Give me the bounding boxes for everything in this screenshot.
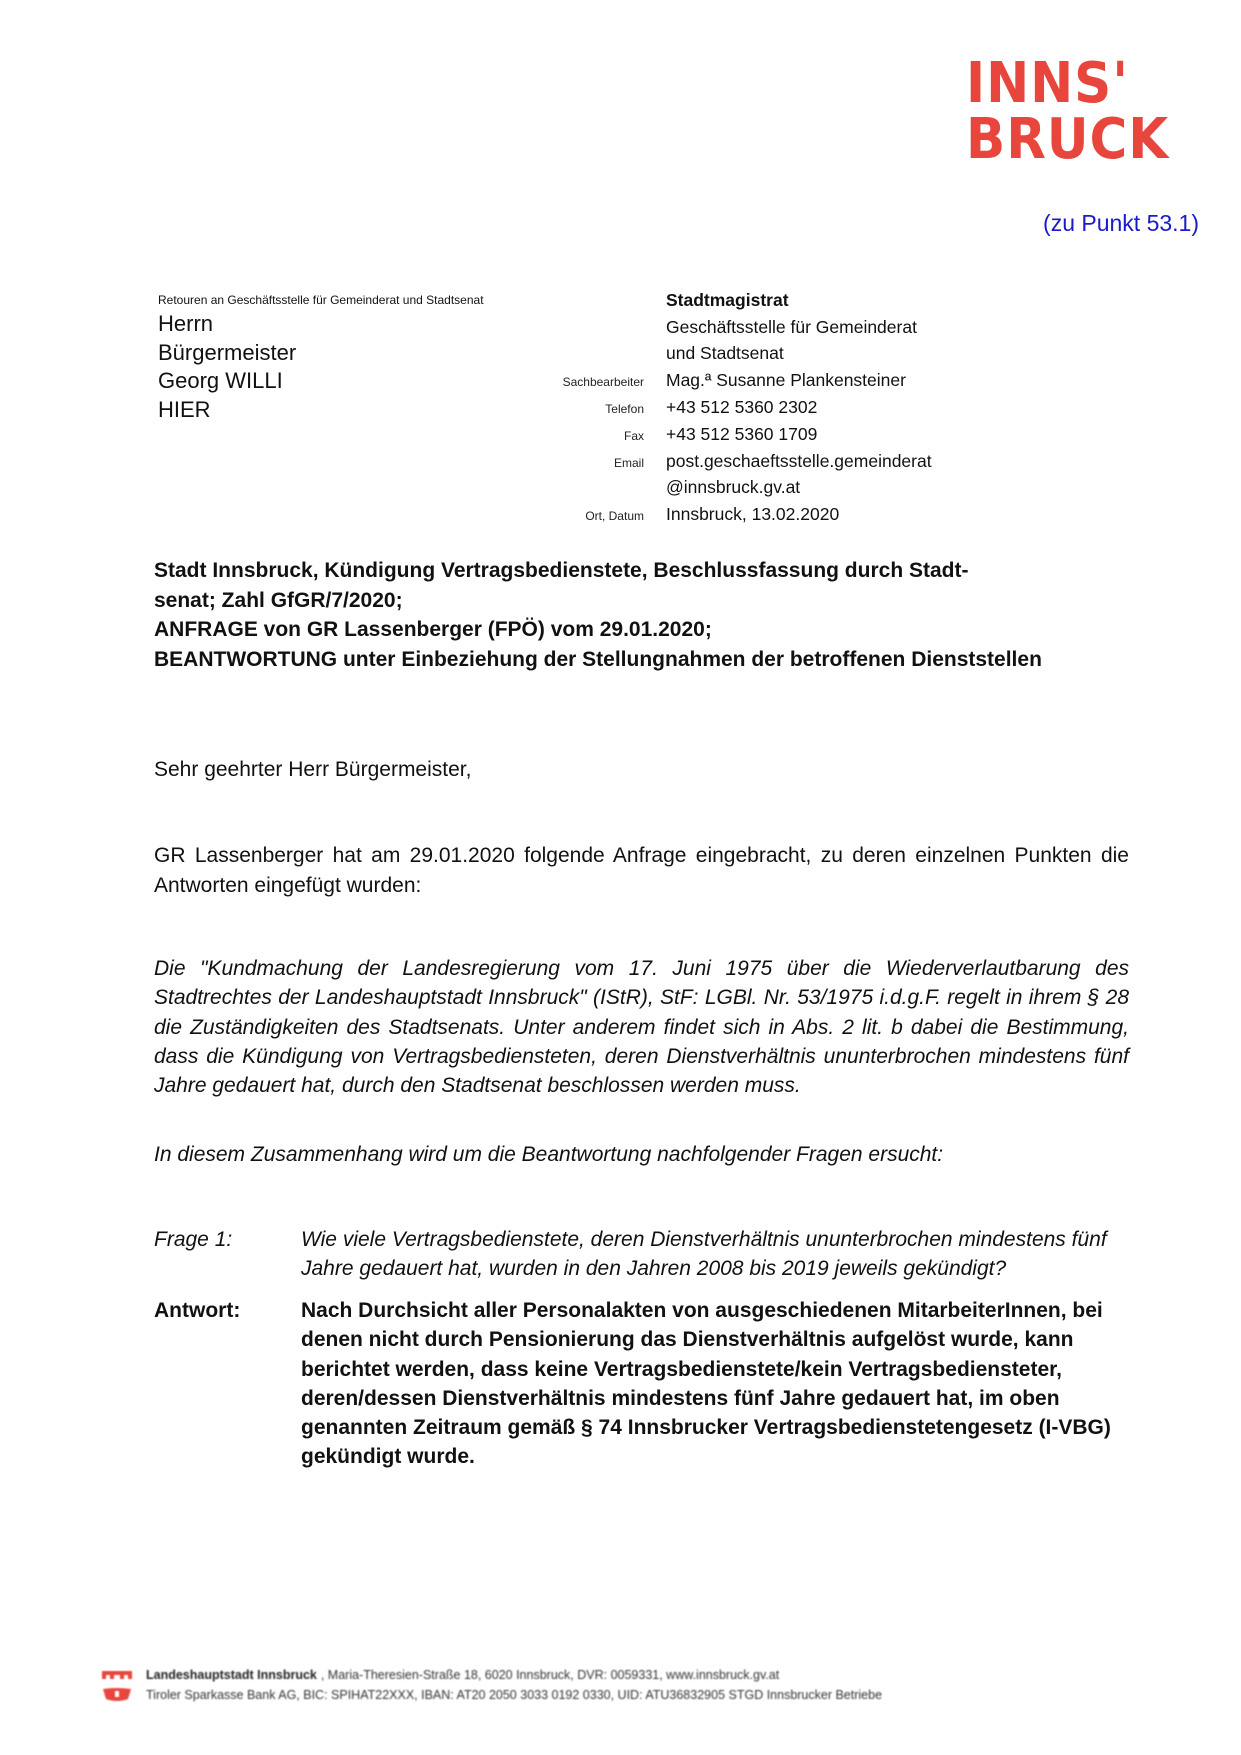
footer-address: , Maria-Theresien-Straße 18, 6020 Innsbruck, DVR: 0059331, www.innsbruck.gv.at: [320, 1668, 780, 1682]
sender-row: [520, 418, 1120, 445]
footer-org-name: Landeshauptstadt Innsbruck: [146, 1668, 317, 1682]
question-label: Frage 1:: [154, 1228, 233, 1251]
phone-label: Telefon: [605, 401, 644, 416]
answer-label: Antwort:: [154, 1299, 241, 1322]
recipient-line: HIER: [158, 396, 211, 422]
place-date-value: Innsbruck, 13.02.2020: [666, 504, 840, 525]
recipient-address: [158, 310, 296, 424]
footer-line-1: [146, 1665, 1100, 1685]
sender-label: [520, 362, 666, 364]
salutation: Sehr geehrter Herr Bürgermeister,: [154, 758, 472, 781]
sender-row: [520, 311, 1120, 338]
subject-heading: [154, 556, 1114, 674]
sender-office-cont: und Stadtsenat: [666, 343, 784, 364]
innsbruck-logo: [966, 51, 1187, 172]
inquiry-request: In diesem Zusammenhang wird um die Beantwortung nachfolgender Fragen ersucht:: [154, 1143, 944, 1166]
sender-label: [520, 309, 666, 311]
sender-row: [520, 364, 1120, 391]
answer-1: [154, 1296, 1144, 1472]
clerk-name: Mag.ª Susanne Plankensteiner: [666, 370, 906, 391]
letterhead-footer: [100, 1665, 1100, 1705]
reference-note: (zu Punkt 53.1): [1043, 210, 1199, 236]
subject-line: senat; Zahl GfGR/7/2020;: [154, 588, 403, 612]
sender-department: Stadtmagistrat: [666, 289, 789, 310]
sender-row: [520, 391, 1120, 418]
logo-line-2: BRUCK: [966, 107, 1170, 172]
email-label: Email: [613, 455, 644, 470]
recipient-line: Herrn: [158, 311, 214, 336]
inquiry-quote: Die "Kundmachung der Landesregierung vom 17. Juni 1975 über die Wiederverlautbarung des Stadtrechtes der Landeshauptstadt Innsbruck" (IStR), StF: LGBl. Nr. 53/1975 i.d.g.F. regelt in ihrem § 28 die Zuständigkeiten des Stadtsenats. Unter anderem findet sich in Abs. 2 lit. b dabei die Bestimmung, dass die Kündigung von Vertragsbediensteten, deren Dienstverhältnis ununterbrochen mindestens fünf Jahre gedauert hat, durch den Stadtsenat beschlossen werden muss.: [154, 957, 1129, 1098]
answer-text: Nach Durchsicht aller Personalakten von ausgeschiedenen MitarbeiterInnen, bei denen nicht durch Pensionierung das Dienstverhältnis aufgelöst wurde, kann berichtet werden, dass keine Vertragsbedienstete/kein Vertragsbediensteter, deren/dessen Dienstverhältnis mindestens fünf Jahre gedauert hat, im oben genannten Zeitraum gemäß § 74 Innsbrucker Vertragsbedienstetengesetz (I-VBG) gekündigt wurde.: [301, 1299, 1111, 1469]
sender-row: [520, 472, 1120, 499]
return-address: Retouren an Geschäftsstelle für Gemeinderat und Stadtsenat: [158, 293, 484, 307]
clerk-label: Sachbearbeiter: [562, 375, 644, 390]
sender-label: [520, 496, 666, 498]
question-text: Wie viele Vertragsbedienstete, deren Dienstverhältnis ununterbrochen mindestens fünf Jahre gedauert hat, wurden in den Jahren 2008 bis 2019 jeweils gekündigt?: [301, 1228, 1107, 1281]
question-1: [154, 1225, 1144, 1284]
phone-value: +43 512 5360 2302: [666, 396, 818, 417]
sender-row: [520, 498, 1120, 525]
subject-line: BEANTWORTUNG unter Einbeziehung der Stellungnahmen der betroffenen Dienststellen: [154, 647, 1042, 671]
recipient-line: Georg WILLI: [158, 368, 283, 393]
sender-office: Geschäftsstelle für Gemeinderat: [666, 316, 917, 337]
intro-paragraph: GR Lassenberger hat am 29.01.2020 folgende Anfrage eingebracht, zu deren einzelnen Punkten die Antworten eingefügt wurden:: [154, 844, 1129, 897]
recipient-line: Bürgermeister: [158, 339, 297, 365]
fax-value: +43 512 5360 1709: [666, 423, 818, 444]
subject-line: ANFRAGE von GR Lassenberger (FPÖ) vom 29.01.2020;: [154, 618, 712, 641]
sender-info-block: [520, 284, 1120, 525]
sender-row: [520, 338, 1120, 365]
innsbruck-coat-of-arms-icon: [100, 1665, 134, 1705]
sender-row: [520, 445, 1120, 472]
place-date-label: Ort, Datum: [585, 509, 644, 524]
fax-label: Fax: [623, 428, 644, 443]
email-value: post.geschaeftsstelle.gemeinderat: [666, 450, 932, 471]
sender-row: [520, 284, 1120, 311]
email-value-cont: @innsbruck.gv.at: [666, 477, 801, 498]
logo-line-1: INNS': [966, 51, 1130, 116]
footer-line-2: Tiroler Sparkasse Bank AG, BIC: SPIHAT22XXX, IBAN: AT20 2050 3033 0192 0330, UID: ATU36832905 STGD Innsbrucker Betriebe: [146, 1688, 883, 1702]
sender-label: [520, 336, 666, 338]
subject-line: Stadt Innsbruck, Kündigung Vertragsbedienstete, Beschlussfassung durch Stadt-: [154, 559, 969, 582]
